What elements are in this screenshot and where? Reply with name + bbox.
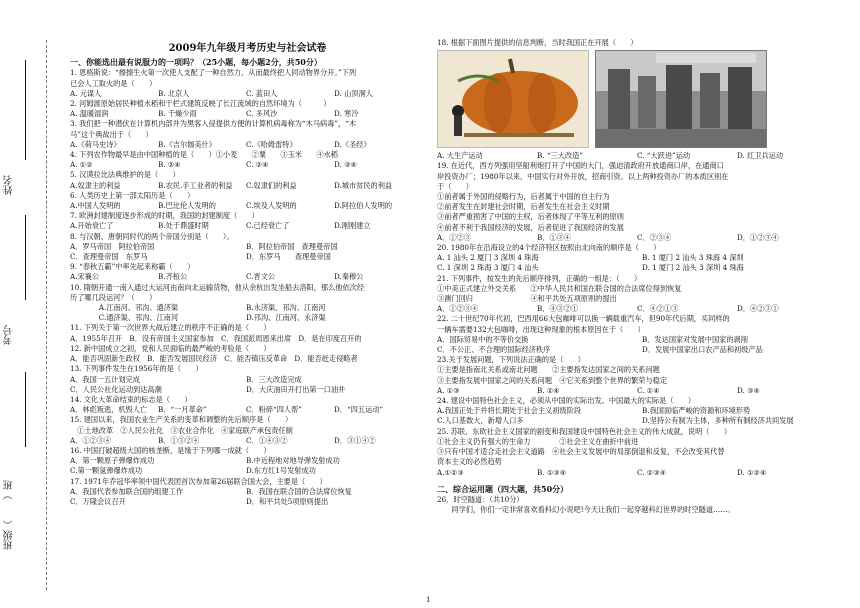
answer-options-row: [437, 468, 847, 478]
question-line: ③只有中国才适合走社会主义道路 ④社会主义发展中的局部倒退和反复，不会改变其代替: [437, 447, 725, 457]
answer-option: D. 山顶洞人: [334, 88, 373, 98]
answer-option: A. 大生产运动: [437, 151, 483, 161]
answer-options-row: [70, 405, 425, 415]
answer-options-row: [437, 386, 847, 396]
answer-option: D．东罗马 查理曼帝国: [246, 252, 331, 262]
answer-options-row: [437, 151, 847, 161]
answer-option: B. “三大改造”: [537, 151, 583, 161]
answer-option: A．我国一五计划完成: [70, 374, 140, 384]
answer-option: C．不公正、不合理的国际经济秩序: [437, 345, 551, 355]
answer-option: D. ③④: [334, 160, 357, 170]
answer-options-row: [70, 487, 425, 497]
question-line: 20. 1980年在沿海设立的4个经济特区按照由北向南的顺序是（ ）: [437, 243, 661, 253]
answer-options-row: [70, 303, 425, 313]
question-line: 22. 二十世纪70年代初，巴西用66大包咖啡可以换一辆载重汽车，但90年代后期，买同样的: [437, 314, 730, 324]
answer-options-row: [437, 304, 847, 314]
question-line: ③前者严重损害了中国的主权，后者体现了平等互利的原则: [437, 212, 624, 222]
answer-option: B．阿拉伯帝国 查理曼帝国: [246, 241, 338, 251]
class-label: 班级（ ）班: [4, 480, 15, 550]
question-line: 11. 下列关于第一次世界大战后建立的秩序不正确的是（ ）: [70, 323, 271, 333]
answer-options-row: [70, 181, 425, 191]
answer-option: B. 1 厦门 2 汕头 3 珠海 4 深圳: [642, 253, 744, 263]
answer-option: D. 1 厦门 2 汕头 3 深圳 4 珠海: [642, 263, 744, 273]
answer-options-row: [437, 406, 847, 416]
question-line: ①中美正式建立外交关系 ②中华人民共和国在联合国的合法席位得到恢复: [437, 283, 682, 293]
answer-option: B.我国面临严峻的资源和环境形势: [642, 406, 751, 416]
answer-option: C. ①④: [637, 385, 660, 395]
answer-option: C．查理曼帝国 东罗马: [70, 252, 148, 262]
question-line: ②前者发生在封建社会时期，后者发生在社会主义时期: [437, 202, 610, 212]
answer-option: C. ②④: [246, 160, 269, 170]
answer-option: A．①②③④: [70, 435, 112, 445]
question-line: 2. 河姆渡原始居民种植水稻和干栏式建筑反映了长江流域的自然环境为（ ）: [70, 99, 331, 109]
answer-option: D. ③④: [737, 385, 760, 395]
question-line: 4. 下列农作物最早是由中国种植的是（ ）①小麦 ②粟 ③玉米 ④水稻: [70, 150, 338, 160]
exam-number-label: 考号: [4, 325, 15, 345]
answer-option: D．发展中国家出口农产品和初级产品: [642, 345, 763, 355]
answer-option: C．①④③②: [246, 435, 288, 445]
answer-option: C.已经衰亡了: [246, 221, 290, 231]
answer-option: D. 红卫兵运动: [737, 151, 784, 161]
answer-option: A.《荷马史诗》: [70, 139, 121, 149]
question-line: 于（ ）: [437, 181, 473, 191]
question-line: 已会人工取火的是（ ）: [70, 78, 157, 88]
binding-cut-line: [46, 40, 47, 590]
question-line: 17. 1971年乔冠华率领中国代表团首次参加第26届联合国大会，主要是（ ）: [70, 476, 327, 486]
page-number: 1: [426, 596, 431, 604]
exam-title: 2009年九年级月考历史与社会试卷: [168, 43, 327, 54]
answer-option: B.《吉尔伽美什》: [158, 139, 216, 149]
question-line: 9. “春秋五霸”中率先起来称霸（ ）: [70, 262, 195, 272]
answer-option: A. ①②: [70, 160, 93, 170]
answer-option: B.永济渠、邗沟、江南河: [246, 303, 326, 313]
answer-options-row: [437, 416, 847, 426]
question-line: 10. 隋朝开通一南入通过大运河由南向北运输货物，他从余杭出发坐船去洛阳，那么他依次经: [70, 282, 365, 292]
answer-options-row: [70, 385, 425, 395]
question-line: 13. 下列事件发生在1956年的是（ ）: [70, 364, 203, 374]
answer-option: B．①③④: [537, 232, 572, 242]
right-column: [437, 38, 847, 515]
answer-option: D. 寒冷: [334, 109, 359, 119]
answer-option: A. ①③: [437, 385, 460, 395]
answer-option: D.刚刚建立: [334, 221, 371, 231]
answer-options-row: [437, 345, 847, 355]
question-line: 21. 下列事件，按发生的先后顺序排列，正确的一组是：（ ）: [437, 273, 642, 283]
answer-option: A．第一颗原子弹爆炸成功: [70, 456, 155, 466]
answer-option: A. 温暖湿润: [70, 109, 109, 119]
question-line: A．能否巩固新生政权 B．能否发展国民经济 C．能否镇压反革命 D．能否赶走侵略者: [70, 354, 358, 364]
answer-option: A．①②③: [437, 232, 471, 242]
question-line: 23.关于发展问题，下列说法正确的是（ ）: [437, 355, 585, 365]
answer-option: C. ②③④: [637, 467, 667, 477]
question-line: 1. 恩格斯说：“擦擦生火第一次使人支配了一种自然力，从而最终把人同动物界分开。”下列: [70, 68, 357, 78]
answer-option: D.《圣经》: [334, 139, 371, 149]
answer-options-row: [70, 89, 425, 99]
answer-option: D.阿拉伯人发明的: [334, 201, 393, 211]
answer-option: D.城市贫民的利益: [334, 180, 393, 190]
answer-option: C.奴隶们的利益: [246, 180, 297, 190]
answer-option: B. ②④: [158, 160, 181, 170]
answer-options-row: [437, 263, 847, 273]
answer-options-row: [70, 313, 425, 323]
question-line: ①土地改革 ②人民公社化 ③农业合作化 ④家庭联产承包责任制: [70, 425, 293, 435]
answer-options-row: [70, 272, 425, 282]
answer-option: A.奴隶主的利益: [70, 180, 121, 190]
answer-option: B．“一月革命”: [158, 405, 207, 415]
answer-option: B.处于鼎盛时期: [158, 221, 209, 231]
name-blank-line: [25, 60, 26, 160]
answer-options-row: [70, 436, 425, 446]
answer-option: D.邗沟、江南河、永济渠: [246, 313, 326, 323]
answer-option: A. 1 汕头 2 厦门 3 深圳 4 珠海: [437, 253, 539, 263]
answer-option: A.我国正处于并将长期处于社会主义初级阶段: [437, 406, 582, 416]
question-line: 一辆车需要132大包咖啡，出现这种现象的根本原因在于（ ）: [437, 324, 645, 334]
question-line: 3. 我们把一种潜伏在计算机内部并为黑客入侵提供方便的计算机病毒称为“木马病毒”，“木: [70, 119, 357, 129]
answer-option: A.江南河、邗沟、通济渠: [70, 303, 179, 313]
section-one-heading: 一、你能选出最有说服力的一项吗？（25小题，每小题2分，共50分）: [70, 57, 322, 68]
answer-options-row: [70, 109, 425, 119]
left-questions: [70, 68, 425, 507]
answer-option: C. 蓝田人: [246, 88, 278, 98]
answer-options-row: [70, 160, 425, 170]
question-26-intro: 同学们，你们一定非常喜欢看科幻小说吧!今天让我们一起穿越科幻世界的时空隧道……。: [437, 505, 735, 515]
question-line: 14. 文化大革命结束的标志是（ ）: [70, 394, 192, 404]
answer-option: A．罗马帝国 阿拉伯帝国: [70, 241, 155, 251]
question-line: ①主要是指南北关系或南北问题 ②主要指发达国家之间的关系问题: [437, 365, 660, 375]
answer-option: D. ①②④: [737, 467, 767, 477]
answer-option: C. 多风沙: [246, 109, 278, 119]
question-line: 6. 人类历史上第一部太阳历是（ ）: [70, 190, 195, 200]
answer-option: C．②③④: [637, 232, 672, 242]
question-line: 19. 在近代，西方列强用坚船利炮打开了中国的大门，强迫清政府开放通商口岸，在通商口: [437, 161, 724, 171]
answer-options-row: [70, 466, 425, 476]
question-line: A．1955年召开 B．没有帝国主义国家参加 C．我国派周恩来出席 D．是在印度召开的: [70, 333, 362, 343]
answer-option: D．和平共处5项原则提出: [246, 496, 329, 506]
number-blank-line: [25, 372, 26, 447]
question-26-title: 26．时空隧道：（共10分）: [437, 494, 524, 504]
answer-option: D.坚持公有制为主体，多种所有制经济共同发展: [642, 416, 794, 426]
answer-option: A．①②③④: [437, 304, 479, 314]
answer-option: B. 干燥少雨: [158, 109, 197, 119]
answer-option: A．国际贸易中的不等价交换: [437, 334, 529, 344]
answer-options-row: [437, 253, 847, 263]
answer-option: B．我国在联合国的合法席位恢复: [246, 486, 352, 496]
answer-options-row: [70, 375, 425, 385]
answer-option: A. 元谋人: [70, 88, 102, 98]
answer-option: C.第一颗氢弹爆炸成功: [70, 466, 143, 476]
answer-options-row: [70, 221, 425, 231]
question-line: 5. 汉谟拉比法典维护的是（ ）: [70, 170, 180, 180]
answer-options-row: [70, 497, 425, 507]
answer-option: C.人口基数大，新增人口多: [437, 416, 524, 426]
right-questions: [437, 151, 847, 478]
answer-option: C．人民公社化运动到达高潮: [70, 384, 162, 394]
question-line: ①前者属于外国的侵略行为，后者属于中国的自主行为: [437, 192, 610, 202]
question-line: 7. 欧洲封建制度逐步形成的时期，我国的封建制度（ ）: [70, 211, 259, 221]
answer-option: B.农民.手工业者的利益: [158, 180, 233, 190]
answer-option: D．“四五运动”: [334, 405, 384, 415]
answer-option: A．林彪叛逃，机毁人亡: [70, 405, 148, 415]
answer-option: A.①②③: [437, 467, 464, 477]
question-line: ③主要指发展中国家之间的关系问题 ④它关系到整个世界的繁荣与稳定: [437, 375, 668, 385]
answer-option: B．①③②④: [158, 435, 200, 445]
student-name-label: 姓名: [4, 175, 15, 195]
answer-options-row: [70, 456, 425, 466]
question-line: 16. 中国打破超级大国的核垄断，是缘于下列哪一成就（ ）: [70, 445, 271, 455]
question-line: 24. 建设中国特色社会主义，必须从中国的实际出发。中国最大的实际是（ ）: [437, 396, 696, 406]
answer-option: B. 北京人: [158, 88, 190, 98]
answer-option: A.中国人发明的: [70, 201, 121, 211]
question-line: 8. 与汉朝、唐朝同时代的两个帝国分别是（ ）。: [70, 231, 234, 241]
answer-option: B．④③②①: [537, 304, 579, 314]
section-two-heading: 二、综合运用题（四大题，共50分）: [437, 483, 569, 494]
question-line: 25. 苏联、东欧社会主义国家的剧变和我国建设中国特色社会主义的伟大成就，说明（ ）: [437, 426, 732, 436]
answer-option: C．④②①③: [637, 304, 679, 314]
answer-option: A.宋襄公: [70, 272, 100, 282]
answer-option: C.通济渠、邗沟、江南河: [70, 313, 179, 323]
answer-option: B.中近程地对地导弹发射成功: [246, 456, 340, 466]
question-line: ③澳门回归 ④和平共处五项原则的提出: [437, 294, 617, 304]
answer-options-row: [70, 201, 425, 211]
answer-option: C．粉碎“四人帮”: [246, 405, 302, 415]
answer-option: B．发达国家对发展中国家的剥削: [642, 334, 748, 344]
answer-options-row: [70, 140, 425, 150]
question-line: 12. 新中国成立之初，党和人民面临的最严峻的考验是（ ）: [70, 343, 271, 353]
answer-option: B. ①③④: [537, 467, 567, 477]
answer-option: C．万隆会议召开: [70, 496, 126, 506]
question-line: ①社会主义仍有强大的生命力 ②社会主义在曲折中前进: [437, 436, 639, 446]
answer-options-row: [70, 252, 425, 262]
answer-options-row: [437, 233, 847, 243]
question-18: 18. 根据下面图片提供的信息判断，当时我国正在开展（ ）: [437, 38, 638, 47]
question-line: 15. 建国以来，我国农业生产关系的变革和调整的先后顺序是（ ）: [70, 415, 293, 425]
backyard-furnace-photo: [595, 50, 767, 148]
name-blank-tail: [25, 215, 26, 300]
question-line: 马”这个典故出于（ ）: [70, 129, 153, 139]
answer-option: B．三大改造完成: [246, 374, 302, 384]
answer-option: A．我国代表参加联合国的组建工作: [70, 486, 184, 496]
answer-option: D.秦穆公: [334, 272, 364, 282]
answer-option: B.齐桓公: [158, 272, 188, 282]
question-18-images: [437, 50, 847, 148]
answer-option: C.晋文公: [246, 272, 276, 282]
answer-option: A.开始衰亡了: [70, 221, 114, 231]
binding-margin: [0, 0, 60, 608]
answer-option: B.巴比伦人发明的: [158, 201, 216, 211]
answer-option: D．③①④②: [334, 435, 376, 445]
left-column: [70, 38, 425, 507]
question-line: 资本主义的必然趋势: [437, 457, 502, 467]
question-line: ④前者不利于我国经济的发展，后者促进了我国经济的发展: [437, 222, 624, 232]
question-line: 历了哪几段运河？（ ）: [70, 292, 157, 302]
answer-option: D．大庆油田开打出第一口油井: [246, 384, 346, 394]
answer-option: D．①②③④: [737, 232, 779, 242]
answer-option: C.埃及人发明的: [246, 201, 297, 211]
answer-option: C. 1 深圳 2 珠海 3 厦门 4 汕头: [437, 263, 539, 273]
answer-option: D.东方红1号发射成功: [246, 466, 316, 476]
answer-option: C.《哈姆雷特》: [246, 139, 297, 149]
answer-option: D．④②③①: [737, 304, 779, 314]
giant-pumpkin-cartoon-image: [437, 50, 589, 148]
answer-option: C. “大跃进”运动: [637, 151, 691, 161]
answer-options-row: [70, 242, 425, 252]
answer-options-row: [437, 335, 847, 345]
answer-option: B. ②④: [537, 385, 560, 395]
question-line: 岸投资办厂；1980年以来，中国实行对外开放，招商引资。以上两种投资办厂的本质区别在: [437, 171, 729, 181]
